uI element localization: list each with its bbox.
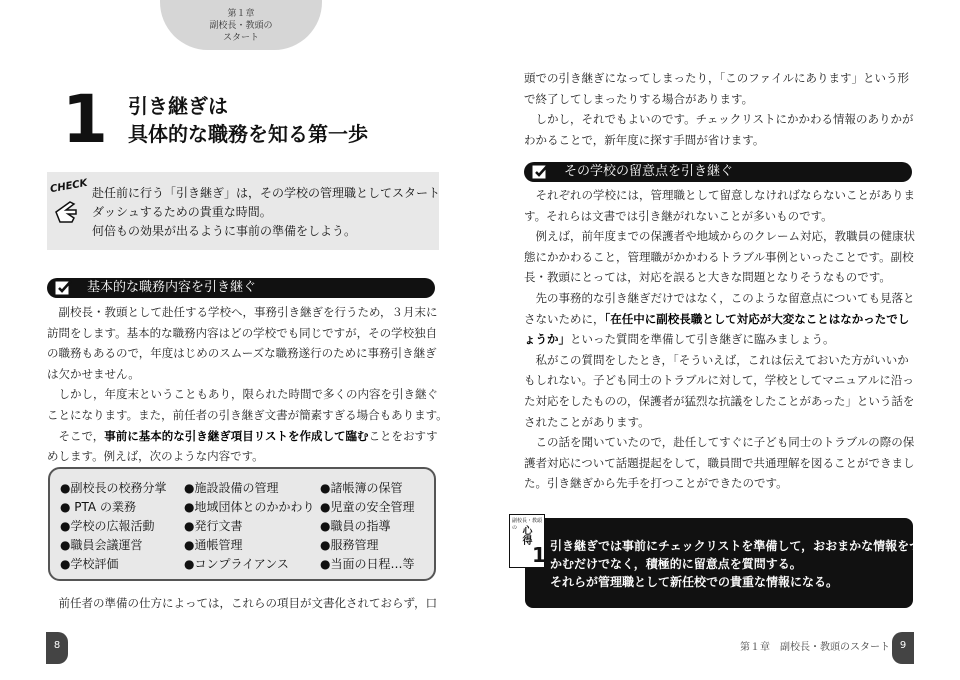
list-item: ●通帳管理: [184, 538, 243, 552]
list-item: ●服務管理: [320, 538, 379, 552]
text-line: は欠かせません。: [47, 366, 140, 381]
text-span: しかし，年度末ということもあり，限られた時間で多くの内容を引き継ぐ: [58, 387, 438, 402]
text-line: [524, 226, 919, 247]
text-span: それぞれの学校には，管理職として留意しなければならないことがありま: [535, 188, 915, 202]
text-line: 訪問をします。基本的な職務内容はどの学校でも同じですが，その学校独自: [47, 325, 438, 340]
text-line: 頭での引き継ぎになってしまったり，「このファイルにあります」という形: [524, 71, 910, 85]
check-line: 赴任前に行う「引き継ぎ」は，その学校の管理職としてスタート: [92, 186, 441, 200]
list-item: ●職員会議運営: [60, 538, 143, 552]
list-item: ● PTA の業務: [60, 500, 136, 514]
list-item: ●副校長の校務分掌: [60, 481, 167, 495]
kokoroe-small-label: 副校長・教頭の: [512, 518, 543, 531]
right-heading-bar: [524, 162, 912, 182]
text-line: の職務もあるので，年度はじめのスムーズな職務遂行のために事務引き継ぎ: [47, 346, 437, 361]
text-span: しかし，それでもよいのです。チェックリストにかかわる情報のありかが: [535, 112, 914, 127]
list-item: ●当面の日程…等: [320, 557, 415, 571]
text-line: た対応をしたものの，保護者が猛烈な抗議をしたことがあった」という話を: [524, 393, 915, 408]
check-label: CHECK: [49, 177, 89, 196]
checkbox-icon: [532, 164, 550, 180]
text-line: す。それらは文書では引き継がれないことが多いものです。: [524, 208, 833, 223]
list-item: ●学校の広報活動: [60, 519, 155, 533]
chapter-tab-line1: 第１章: [227, 9, 255, 19]
check-line: ダッシュするための貴重な時間。: [92, 205, 272, 219]
text-line: [47, 426, 442, 447]
section-title: [128, 92, 368, 148]
checkbox-icon: [55, 280, 73, 296]
text-line: 態にかかわること，管理職がかかわるトラブル事例といったことです。副校: [524, 249, 914, 264]
kokoroe-tag: [509, 514, 545, 568]
text-line: た。引き継ぎから先手を打つことができたのです。: [524, 476, 788, 491]
right-heading-text: その学校の留意点を引き継ぐ: [564, 164, 734, 179]
list-item: ●施設設備の管理: [184, 481, 279, 495]
text-span: 先の事務的な引き継ぎだけではなく，このような留意点についても見落と: [535, 290, 915, 305]
text-line: [524, 185, 919, 206]
kokoroe-number: 1: [532, 543, 546, 567]
list-item: ●職員の指導: [320, 519, 391, 533]
kokoroe-line: 引き継ぎでは事前にチェックリストを準備して，おおまかな情報をつ: [550, 539, 922, 553]
page-number-left: 8: [46, 632, 68, 664]
list-item: ●諸帳簿の保管: [320, 481, 403, 495]
text-span: この話を聞いていたので，赴任してすぐに子ども同士のトラブルの際の保: [535, 435, 915, 450]
chapter-tab-line3: スタート: [222, 33, 259, 43]
text-span: そこで，: [58, 428, 105, 443]
kokoroe-line: それらが管理職として新任校での貴重な情報になる。: [550, 575, 839, 589]
text-line: 護者対応について話題提起をして，職員間で共通理解を図ることができまし: [524, 455, 915, 470]
text-line: [47, 384, 442, 405]
check-line: 何倍もの効果が出るように事前の準備をしよう。: [92, 224, 357, 238]
section-title-line2: 具体的な職務を知る第一歩: [128, 122, 368, 146]
left-bottom-text: [47, 593, 442, 614]
text-span: といった質問を準備して引き継ぎに臨みましょう。: [570, 332, 835, 347]
text-span: 例えば，前年度までの保護者や地域からのクレーム対応，教職員の健康状: [535, 229, 915, 244]
text-span: 私がこの質問をしたとき，「そういえば，これは伝えておいた方がいいか: [535, 352, 909, 367]
pointing-hand-icon: [52, 196, 82, 226]
kokoroe-text: [550, 537, 921, 591]
text-line: わかることで，新年度に探す手間が省けます。: [524, 132, 765, 147]
text-span: さないために，: [524, 311, 605, 326]
text-line: されたことがあります。: [524, 414, 650, 429]
text-line: [524, 350, 919, 371]
text-line: [524, 109, 919, 130]
left-body: [47, 302, 448, 467]
text-line: [524, 329, 919, 350]
text-line: [524, 288, 919, 309]
bold-text: 事前に基本的な引き継ぎ項目リストを作成して臨む: [104, 428, 369, 443]
list-item: ●児童の安全管理: [320, 500, 415, 514]
list-item: ●学校評価: [60, 557, 119, 571]
item-list-box: [48, 467, 436, 581]
left-heading-text: 基本的な職務内容を引き継ぐ: [87, 280, 257, 295]
section-title-line1: 引き継ぎは: [128, 94, 228, 118]
text-line: [47, 302, 442, 323]
chapter-tab-line2: 副校長・教頭の: [209, 21, 273, 31]
page-number-right: 9: [892, 632, 914, 664]
text-span: 前任者の準備の仕方によっては，これらの項目が文書化されておらず，口: [58, 596, 438, 610]
text-line: [47, 593, 442, 614]
text-span: ことをおすす: [368, 428, 438, 443]
bold-text: ょうか」: [524, 332, 570, 347]
list-item: ●発行文書: [184, 519, 243, 533]
left-heading-bar: [47, 278, 435, 298]
footer-caption: 第１章 副校長・教頭のスタート: [740, 642, 890, 653]
text-line: ことになります。また，前任者の引き継ぎ文書が簡素すぎる場合もあります。: [47, 407, 448, 422]
kokoroe-line: かむだけでなく，積極的に留意点を質問する。: [550, 557, 802, 571]
text-line: [524, 432, 919, 453]
kokoroe-label: 心得: [520, 525, 531, 545]
text-line: で終了してしまったりする場合があります。: [524, 91, 754, 106]
chapter-tab: [160, 0, 322, 50]
right-top-text: [524, 68, 919, 150]
text-line: [524, 309, 919, 330]
check-text: [92, 184, 440, 241]
list-item: ●地域団体とのかかわり: [184, 500, 315, 514]
text-line: 長・教頭にとっては，対応を誤ると大きな問題となりそうなものです。: [524, 270, 891, 285]
right-body: [524, 185, 919, 494]
text-line: めします。例えば，次のような内容です。: [47, 449, 264, 464]
section-number: 1: [62, 81, 108, 158]
bold-text: 「在任中に副校長職として対応が大変なことはなかったでし: [604, 311, 910, 326]
text-span: 副校長・教頭として赴任する学校へ，事務引き継ぎを行うため，３月末に: [58, 305, 438, 319]
list-item: ●コンプライアンス: [184, 557, 289, 571]
text-line: もしれない。子ども同士のトラブルに対して，学校としてマニュアルに沿っ: [524, 373, 914, 388]
